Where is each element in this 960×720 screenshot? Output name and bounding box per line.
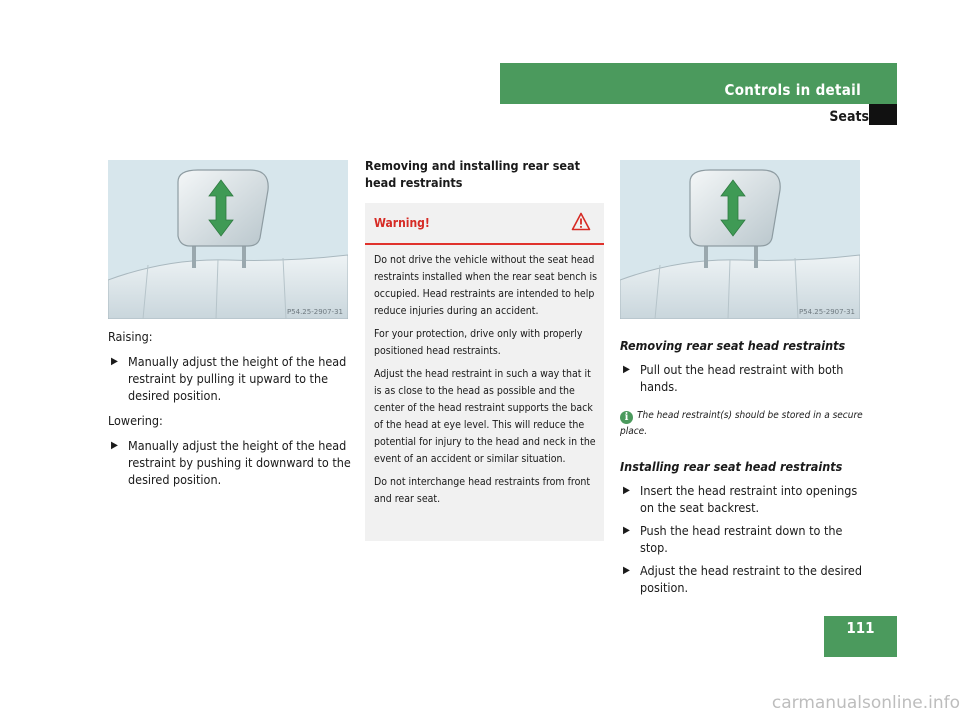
removing-step-text: Pull out the head restraint with both hands. xyxy=(640,362,844,394)
warning-triangle-icon xyxy=(571,212,591,231)
head-restraint-drawing xyxy=(620,160,860,319)
right-column-text xyxy=(620,337,863,596)
step-arrow-icon: ▶ xyxy=(111,356,118,367)
header-marker xyxy=(869,104,897,125)
warning-header xyxy=(365,203,604,245)
installing-step xyxy=(620,482,863,516)
lowering-step xyxy=(108,437,351,488)
removing-heading: Removing rear seat head restraints xyxy=(620,338,846,353)
image-code: P54.25-2907-31 xyxy=(286,308,343,316)
watermark-text: carmanualsonline.info xyxy=(771,693,960,713)
warning-paragraph: For your protection, drive only with properly positioned head restraints. xyxy=(374,328,583,357)
warning-body xyxy=(374,252,598,514)
head-restraint-illustration-rear xyxy=(620,160,860,319)
lowering-step-text: Manually adjust the height of the head restraint by pushing it downward to the desired position. xyxy=(128,438,351,487)
installing-step xyxy=(620,522,863,556)
removing-step xyxy=(620,361,863,395)
raising-step-text: Manually adjust the height of the head restraint by pulling it upward to the desired position. xyxy=(128,354,347,403)
raising-label: Raising: xyxy=(108,329,153,344)
installing-heading: Installing rear seat head restraints xyxy=(620,459,843,474)
installing-step-text: Push the head restraint down to the stop. xyxy=(640,523,843,555)
step-arrow-icon: ▶ xyxy=(111,440,118,451)
warning-title: Warning! xyxy=(374,216,430,230)
info-note-text: The head restraint(s) should be stored in a secure place. xyxy=(620,410,863,437)
warning-paragraph: Adjust the head restraint in such a way that it is as close to the head as possible and the center of the head restraint supports the back of the head at eye level. This will reduce the potential for injury to the head and neck in the event of an accident or similar situation. xyxy=(374,368,596,465)
step-arrow-icon: ▶ xyxy=(623,485,630,496)
section-title: Controls in detail xyxy=(724,81,861,99)
left-column-text xyxy=(108,328,351,488)
warning-paragraph: Do not drive the vehicle without the seat head restraints installed when the rear seat bench is occupied. Head restraints are intended to help reduce injuries during an accident. xyxy=(374,254,597,317)
installing-step xyxy=(620,562,863,596)
subsection-title: Seats xyxy=(829,109,869,125)
step-arrow-icon: ▶ xyxy=(623,364,630,375)
head-restraint-drawing xyxy=(108,160,348,319)
installing-step-text: Adjust the head restraint to the desired position. xyxy=(640,563,862,595)
info-note xyxy=(620,408,863,440)
removing-installing-heading: Removing and installing rear seat head restraints xyxy=(365,158,581,190)
lowering-label: Lowering: xyxy=(108,413,163,428)
info-icon: i xyxy=(620,411,633,424)
warning-box xyxy=(365,203,604,541)
installing-step-text: Insert the head restraint into openings on the seat backrest. xyxy=(640,483,858,515)
warning-paragraph: Do not interchange head restraints from front and rear seat. xyxy=(374,476,591,505)
page-number-box xyxy=(824,616,897,657)
head-restraint-illustration xyxy=(108,160,348,319)
image-code: P54.25-2907-31 xyxy=(798,308,855,316)
step-arrow-icon: ▶ xyxy=(623,565,630,576)
section-header-bar xyxy=(500,63,897,104)
step-arrow-icon: ▶ xyxy=(623,525,630,536)
page-number: 111 xyxy=(846,619,875,637)
raising-step xyxy=(108,353,351,404)
